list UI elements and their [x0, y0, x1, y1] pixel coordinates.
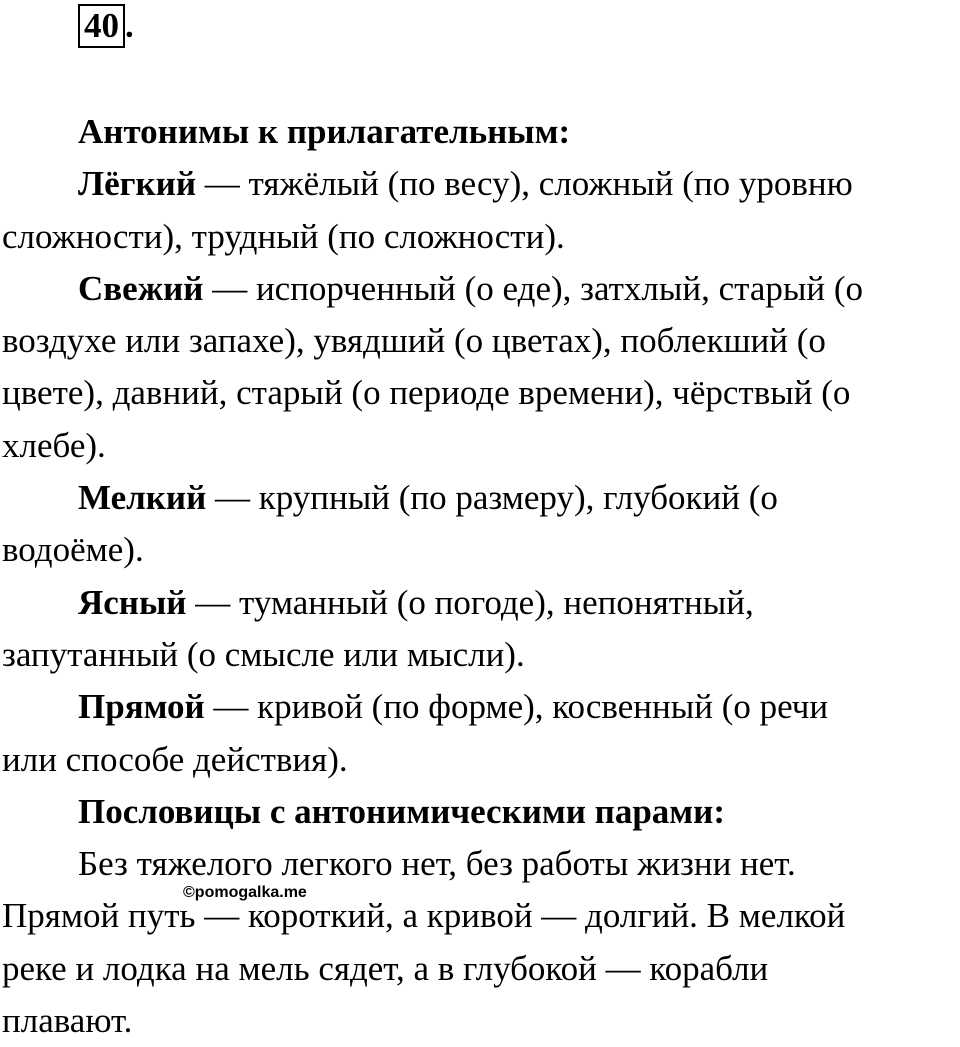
entry-term: Лёгкий [78, 164, 197, 204]
task-number-dot: . [125, 6, 134, 45]
entry-line: — туманный (о погоде), непонятный, [186, 582, 754, 622]
heading-proverbs: Пословицы с антонимическими парами: [78, 791, 725, 831]
entry-line: водоёме). [2, 530, 144, 570]
entry-line: — тяжёлый (по весу), сложный (по уровню [196, 164, 853, 204]
entry-line: цвете), давний, старый (о периоде времени), чёрствый (о [2, 373, 851, 413]
entry-line: хлебе). [2, 425, 106, 465]
proverb-line: плавают. [2, 1001, 133, 1041]
entry-line: сложности), трудный (по сложности). [2, 216, 565, 256]
entry-line: или способе действия). [2, 739, 348, 779]
heading-antonyms: Антонимы к прилагательным: [78, 112, 571, 151]
task-number [78, 4, 134, 48]
entry-line: — испорченный (о еде), затхлый, старый (о [203, 268, 864, 308]
entry-clear [2, 577, 956, 629]
entry-term: Ясный [78, 582, 187, 622]
entry-line: воздухе или запахе), увядший (о цветах), поблекший (о [2, 321, 826, 361]
entry-small [2, 472, 956, 524]
entry-term: Свежий [78, 268, 204, 308]
entry-line: — крупный (по размеру), глубокий (о [206, 478, 778, 518]
document-body [2, 106, 956, 1047]
entry-line: запутанный (о смысле или мысли). [2, 634, 525, 674]
entry-line: — кривой (по форме), косвенный (о речи [204, 687, 829, 727]
watermark: ©pomogalka.me [183, 884, 307, 901]
task-number-box: 40 [78, 4, 125, 48]
proverb-line: Прямой путь — короткий, а кривой — долгий. В мелкой [2, 896, 846, 936]
proverb-line: реке и лодка на мель сядет, а в глубокой — корабли [2, 948, 769, 988]
entry-term: Прямой [78, 687, 205, 727]
entry-straight [2, 681, 956, 733]
proverb-line: Без тяжелого легкого нет, без работы жизни нет. [78, 844, 796, 884]
entry-fresh [2, 263, 956, 315]
entry-term: Мелкий [78, 478, 207, 518]
entry-light [2, 158, 956, 210]
